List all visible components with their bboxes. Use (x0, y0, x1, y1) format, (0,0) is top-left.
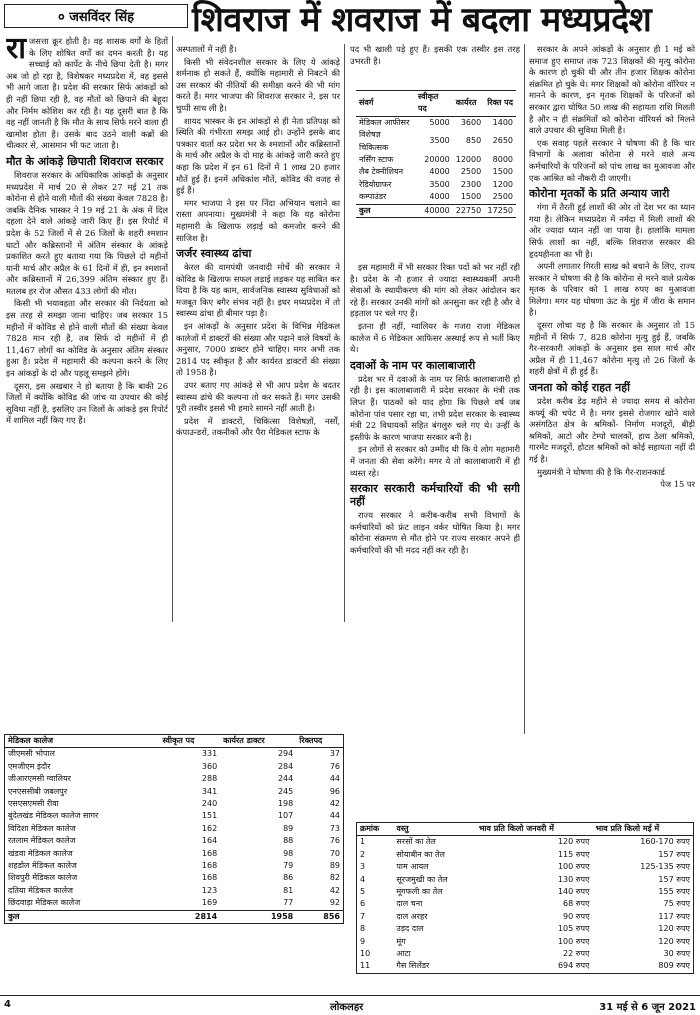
table-cell: 96 (329, 786, 340, 796)
table-cell: 198 (277, 799, 294, 809)
table-cell: 90 रुपए (563, 911, 590, 921)
paragraph: दूसरा लोचा यह है कि सरकार के अनुसार तो 15 महीनों में सिर्फ 7, 828 कोरोना मृत्यु हुई हैं, जबकि गैर-सरकारी आंकड़ों के अनुसार इस साल मार्च और अप्रैल में ही 11,467 कोरोना मृत्यु तो 26 जिलों के शहरी क्षेत्रों में ही हुई हैं। (529, 320, 695, 377)
table-row (357, 960, 694, 973)
table-cell: 244 (277, 774, 294, 784)
table-cell: कुल (8, 911, 20, 921)
table-row (5, 823, 344, 835)
table-cell: उड़द दाल (396, 924, 424, 934)
table-cell: 140 रुपए (557, 887, 590, 897)
byline: ० जसविंदर सिंह (4, 4, 188, 28)
table-row (356, 166, 516, 178)
table-cell: 81 (283, 885, 294, 895)
table-cell: 7 (360, 911, 366, 921)
dropcap: रा (6, 36, 27, 66)
college-table (4, 734, 344, 924)
paragraph: प्रदेश करीब डेढ़ महीने से ज्यादा समय से कोरोना कर्फ्यू की चपेट में है। मगर इससे रोजगार खोने वाले असंगठित क्षेत्र के श्रमिकों- निर्माण मजदूरों, बीड़ी श्रमिकों, आटो और टेम्पो चालकों, हाथ ठेला श्रमिकों, गारमेंट मजदूरों, होटल श्रमिकों को कोई सहायता नहीं दी गई है। (529, 396, 695, 464)
table-header: रिक्त पद (487, 98, 513, 108)
table-row (357, 898, 694, 910)
table-total-row (356, 204, 516, 217)
table-cell: छिंदवाड़ा मेडिकल कालेज (8, 898, 81, 908)
table-cell: 3500 (429, 136, 450, 146)
table-cell: 160-170 रुपए (640, 837, 690, 847)
paragraph: शायद भास्कर के इन आंकड़ों से ही नेता प्रतिपक्ष को स्थिति की गंभीरता समझ आई हो। उन्होंने इसके बाद पत्रकार वार्ता कर प्रदेश भर के श्मशानों और कब्रिस्तानों के मार्च और अप्रैल के दो माह के आंकड़े जारी करते हुए कहा कि प्रदेश में इन 61 दिनों में 1 लाख 20 हजार मौतें हुई हैं। इनमें अधिकांश मौतें, कोविड की वजह से हुई हैं। (176, 115, 340, 196)
table-cell: 1500 (460, 192, 482, 202)
paragraph: इन आंकड़ों के अनुसार प्रदेश के विभिन्न मेडिकल कालेजों में डाक्टरों की संख्या और पढ़ाने वाले विषयों के अनुसार, 7000 डाक्टर होने चाहिए। मगर अभी तक 2814 पद स्वीकृत हैं और कार्यरत डाक्टरों की संख्या तो 1958 है। (176, 321, 340, 378)
table-header: स्वीकृत पद (162, 736, 195, 745)
table-cell: विदिशा मेडिकल कालेज (8, 823, 76, 833)
table-cell: 168 (201, 873, 218, 883)
table-cell: लैब टेक्नीशियन (359, 167, 404, 177)
table-row (5, 872, 344, 884)
table-cell: खंडवा मेडिकल कालेज (8, 848, 73, 858)
table-cell: 92 (329, 898, 340, 908)
table-cell: 30 रुपए (663, 949, 690, 959)
table-cell: 105 रुपए (557, 924, 590, 934)
paragraph: मगर भाजपा ने इस पर निंदा अभियान चलाने का रास्ता अपनाया। मुख्यमंत्री ने कहा कि यह कोरोना महामारी के खिलाफ लड़ाई को कमजोर करने की साजिश है। (176, 197, 340, 243)
table-cell: 20000 (424, 155, 450, 165)
table-header: भाव प्रति किलो जनवरी में (478, 824, 554, 833)
table-row (5, 798, 344, 810)
table-row (356, 129, 516, 154)
table-cell: 107 (277, 811, 294, 821)
table-cell: 1500 (492, 167, 513, 177)
staff-table (356, 90, 516, 218)
subheading: कोरोना मृतकों के प्रति अन्याय जारी (529, 187, 670, 201)
table-cell: 3 (360, 862, 366, 872)
table-cell: 850 (465, 136, 482, 146)
table-cell: गैस सिलेंडर (396, 961, 430, 971)
table-cell: 3600 (460, 117, 482, 127)
table-cell: 2500 (492, 192, 513, 202)
table-row (357, 923, 694, 935)
page-footer (0, 995, 700, 1014)
subheading: जनता को कोई राहत नहीं (529, 381, 630, 395)
table-cell: जीएमसी भोपाल (8, 749, 55, 759)
table-cell: 168 (201, 861, 218, 871)
table-cell: 288 (201, 774, 218, 784)
paragraph: केरल की वामपंथी जनवादी मोर्चे की सरकार ने कोविड के खिलाफ सफल लड़ाई लड़कर यह साबित कर दिया है कि यह काम, सार्वजनिक स्वास्थ्य सुविधाओं को मजबूत किए बगैर संभव नहीं है। इधर मध्यप्रदेश में तो स्वास्थ्य ढांचा ही बीमार पड़ा है। (176, 262, 340, 319)
paragraph: गंगा में तैरती हुई लाशों की ओर तो देश भर का ध्यान गया है। लेकिन मध्यप्रदेश में नर्मदा में मिली लाशों की ओर ज्यादा ध्यान नहीं जा पाया है। हालांकि मामला सिर्फ लाशों का नहीं, बल्कि शिवराज सरकार की हृदयहीनता का भी है। (529, 202, 695, 259)
table-cell: 6 (360, 899, 366, 909)
table-header: कार्यरत डाक्टर (223, 736, 265, 745)
table-cell: 75 रुपए (663, 899, 690, 909)
table-cell: 856 (323, 911, 340, 921)
table-cell: 157 रुपए (658, 849, 690, 859)
table-cell: 73 (329, 823, 340, 833)
table-cell: 44 (329, 774, 340, 784)
table-cell: 284 (277, 761, 294, 771)
table-cell: पाम आयल (396, 862, 429, 872)
table-cell: 294 (277, 749, 294, 759)
table-cell: 10 (360, 949, 371, 959)
column-divider (172, 36, 173, 622)
paragraph: शिवराज सरकार के अधिकारिक आंकड़ों के अनुसार मध्यप्रदेश में मार्च 20 से लेकर 27 मई 21 तक कोरोना से होने वाली मौतों की संख्या केवल 7828 है। जबकि दैनिक भास्कर ने 19 मई 21 के अंक में दिल दहला देने वाले आंकड़े जारी किए हैं। इस रिपोर्ट में प्रदेश के 52 जिलों में से 26 जिलों के शहरी श्मशान घाटों और कब्रिस्तानों में अंतिम संस्कार के आंकड़े प्रकाशित करते हुए बताया गया कि पिछले दो महीनों यानी मार्च और अप्रैल के 61 दिनों में ही, इन श्मशानों और कब्रिस्तानों में 26,399 अंतिम संस्कार हुए हैं। मतलब हर रोज औसत 433 लोगों की मौत। (6, 169, 168, 296)
paragraph: पद भी खाली पड़े हुए हैं। इसकी एक तस्वीर इस तरह उभरती है। (350, 44, 520, 66)
table-header: कार्यरत (455, 98, 477, 108)
table-header: वस्तु (396, 824, 409, 833)
table-row (357, 886, 694, 898)
table-cell: 8000 (492, 155, 513, 165)
table-cell: 70 (329, 848, 340, 858)
table-cell: 1 (360, 837, 366, 847)
table-header: भाव प्रति किलो मई में (595, 824, 660, 833)
column-3-body (350, 262, 520, 622)
table-cell: 123 (201, 885, 218, 895)
page-number: 4 (4, 999, 11, 1010)
table-cell: 331 (201, 749, 218, 759)
paragraph: इन लोगों से सरकार को उम्मीद थी कि ये लोग महामारी में जनता की सेवा करेंगे। मगर ये तो कालाबाजारी में ही व्यस्त रहे। (350, 444, 520, 478)
table-cell: आटा (396, 949, 411, 959)
table-header: रिक्तपद (299, 736, 323, 745)
table-cell: कुल (359, 205, 371, 215)
table-row (357, 948, 694, 960)
paragraph: प्रदेश में डाक्टरों, चिकित्सा विशेषज्ञों, नर्सों, कंपाउन्डरों, तकनीकों और पैरा मेडिकल स्टाफ के (176, 415, 340, 438)
paragraph: इतना ही नहीं, ग्वालियर के गजरा राजा मेडिकल कालेज में 6 मेडिकल आफिसर अस्थाई रूप से भर्ती किए थे। (350, 320, 520, 355)
table-header: क्रमांक (360, 824, 380, 833)
table-cell: 240 (201, 799, 218, 809)
paragraph: मुख्यमंत्री ने घोषणा की है कि गैर-राशनकार्ड (537, 466, 665, 477)
table-header: मेडिकल कालेज (8, 736, 54, 745)
paragraph: जसत्ता क्रूर होती है। वह शासक वर्गों के हितों के लिए शोषित वर्गों का दमन करती है। यह सच्चाई को कार्पेट के नीचे छिपा देती है। मगर अब जो हो रहा है, विशेषकर मध्यप्रदेश में, वह इससे भी आगे जाता है। प्रदेश की सरकार सिर्फ आंकड़ों को ही नहीं छिपा रही है, वह मौतों को छिपाने की बेहूदा और निर्मम कोशिश कर रही है। यह दूसरी बात है कि वह नहीं जानती है कि मौत के साथ सिर्फ मरने वाला ही खामोश होता है। उसके बाद उठने वाली कब्रों की चीत्कार से, आसमान भी फट जाता है। (6, 36, 168, 151)
table-cell: 9 (360, 936, 366, 946)
table-cell: 86 (283, 873, 294, 883)
table-cell: 77 (283, 898, 294, 908)
table-cell: 341 (201, 786, 218, 796)
table-cell: सोयाबीन का तेल (396, 849, 445, 859)
column-2 (176, 44, 340, 622)
table-cell: रतलाम मेडिकल कालेज (8, 836, 76, 846)
column-1 (6, 36, 168, 622)
table-cell: 37 (329, 749, 340, 759)
table-cell: रेडियोग्राफर (359, 179, 392, 189)
paragraph: अपनी लगातार गिरती साख को बचाने के लिए, राज्य सरकार ने घोषणा की है कि कोरोना से मरने वाले प्रत्येक मृतक के परिवार को 1 लाख रुपए का मुआवजा मिलेगा। मगर यह घोषणा ऊंट के मुंह में जीरा के समान है। (529, 261, 695, 318)
table-cell: 155 रुपए (658, 887, 690, 897)
table-row (5, 810, 344, 822)
table-cell: कम्पाउंडर (359, 192, 387, 202)
headline: शिवराज में शवराज में बदला मध्यप्रदेश (192, 0, 652, 40)
table-cell: 125-135 रुपए (640, 862, 690, 872)
table-cell: एनएससीबी जबलपुर (8, 786, 68, 796)
table-cell: 17250 (487, 205, 513, 215)
table-header-row (357, 823, 694, 836)
table-cell: 1400 (492, 117, 513, 127)
table-cell: 98 (283, 848, 294, 858)
table-row (5, 848, 344, 860)
table-cell: दतिया मेडिकल कालेज (8, 885, 73, 895)
table-cell: बुंदेलखंड मेडिकल कालेज सागर (8, 811, 99, 821)
table-cell: 8 (360, 924, 366, 934)
table-header-row (356, 91, 516, 117)
table-cell: 5000 (429, 117, 450, 127)
table-cell: 40000 (424, 205, 450, 215)
table-cell: मूंग (396, 936, 406, 946)
table-cell: 42 (329, 885, 340, 895)
table-row (5, 786, 344, 798)
table-cell: 5 (360, 887, 366, 897)
column-divider (524, 44, 525, 734)
table-cell: जीआरएमसी ग्वालियर (8, 774, 71, 784)
table-row (357, 911, 694, 923)
issue-date: 31 मई से 6 जून 2021 (599, 1002, 696, 1013)
table-cell: 2650 (492, 136, 513, 146)
table-row (5, 835, 344, 847)
column-divider (344, 44, 345, 622)
table-row (357, 874, 694, 886)
table-row (356, 116, 516, 129)
table-cell: 82 (329, 873, 340, 883)
table-cell: 2500 (460, 167, 482, 177)
table-cell: 694 रुपए (557, 961, 590, 971)
paragraph: दूसरा, इस अखबार ने हो बताया है कि बाकी 26 जिलों में क्योंकि कोविड की जांच या उपचार की कोई सुविधा नहीं है, इसलिए उन जिलों के आंकड़े इस रिपोर्ट में शामिल नहीं किए गए हैं। (6, 380, 168, 426)
table-cell: 11 (360, 961, 371, 971)
table-total-row (5, 910, 344, 923)
table-cell: एमजीएम इंदौर (8, 761, 51, 771)
table-row (357, 849, 694, 861)
table-cell: एसएसएमसी रीवा (8, 799, 59, 809)
table-cell: शहडोल मेडिकल कालेज (8, 861, 77, 871)
table-cell: 120 रुपए (658, 936, 690, 946)
table-cell: 151 (201, 811, 218, 821)
table-cell: 360 (201, 761, 218, 771)
column-4 (529, 44, 695, 734)
table-cell: 68 रुपए (563, 899, 590, 909)
paragraph: उपर बताए गए आंकड़े से भी आप प्रदेश के बदतर स्वास्थ्य ढांचे की कल्पना तो कर सकते हैं। मगर उसकी पूरी तस्वीर इससे भी हमारे सामने नहीं आती है। (176, 380, 340, 414)
continued-label: पेज 15 पर (660, 479, 695, 490)
table-cell: 44 (329, 811, 340, 821)
subheading: दवाओं के नाम पर कालाबाजारी (350, 358, 476, 372)
paragraph: प्रदेश भर में दवाओं के नाम पर सिर्फ कालाबाजारी हो रही है। इस कालाबाजारी में प्रदेश सरकार के मंत्री तक लिप्त हैं। पाठकों को याद होगा कि पिछले वर्ष जब कोरोना पांव पसार रहा था, तभी प्रदेश सरकार के स्वास्थ्य मंत्री 22 विधायकों सहित बंगलुरु चले गए थे। उन्हीं के इस्तीफे के कारण भाजपा सरकार बनी है। (350, 373, 520, 442)
subheading: जर्जर स्वास्थ्य ढांचा (176, 247, 252, 261)
table-cell: 120 रुपए (557, 837, 590, 847)
table-cell: 169 (201, 898, 218, 908)
table-cell: 1200 (492, 179, 513, 189)
paragraph: किसी भी भयावहता और सरकार की निर्दयता को इस तरह से समझा जाना चाहिए। जब सरकार 15 महीनों में कोविड से होने वाली मौतों की संख्या केवल 7828 मान रही है, तब सिर्फ दो महीनों में ही 11,467 लोगों का कोविड के अनुसार अंतिम संस्कार हुआ है। प्रदेश में महामारी की कल्पना करने के लिए इन आंकड़ों के दो और पहलू समझने होंगे। (6, 298, 168, 379)
table-header: संवर्ग (359, 98, 374, 108)
column-3 (350, 44, 520, 70)
paragraph: इस महामारी में भी सरकार रिक्त पदों को भर नहीं रही है। प्रदेश के नौ हजार से ज्यादा स्वास्थ्यकर्मी अपनी सेवाओं के स्थायीकरण की मांग को लेकर आंदोलन कर रहे हैं। सरकार उनकी मांगों को अनसुना कर रही है और वे हड़ताल पर चले गए हैं। (350, 262, 520, 319)
table-cell: 4000 (429, 192, 450, 202)
table-cell: 22750 (455, 205, 482, 215)
table-cell: 76 (329, 761, 340, 771)
paragraph: एक सवाह पहले सरकार ने घोषणा की है कि चार विभागों के अलावा कोरोना से मरने वाले अन्य कर्मचारियों के परिजनों को पांच लाख का मुआवजा और एक आश्रित को नौकरी दी जाएगी। (529, 137, 695, 183)
table-row (5, 773, 344, 785)
paragraph: अस्पतालों में नहीं हैं। (176, 44, 237, 54)
table-cell: सूरजमुखी का तेल (396, 874, 448, 884)
table-cell: 157 रुपए (658, 874, 690, 884)
newspaper-name: लोकलहर (330, 1002, 364, 1013)
table-cell: विशेषज्ञ चिकित्सक (359, 130, 389, 152)
table-cell: 162 (201, 823, 218, 833)
table-row (356, 154, 516, 166)
table-cell: 4 (360, 874, 366, 884)
paragraph: राज्य सरकार ने करीब-करीब सभी विभागों के कर्मचारियों को फ्रंट लाइन वर्कर घोषित किया है। मगर कोरोना संक्रमण से मौत होने पर राज्य सरकार अपने ही कर्मचारियों की भी मदद नहीं कर रही है। (350, 510, 520, 555)
table-cell: शिवपुरी मेडिकल कालेज (8, 873, 78, 883)
table-row (357, 836, 694, 849)
table-cell: 2814 (194, 911, 218, 921)
table-row (357, 861, 694, 873)
table-cell: दाल चना (396, 899, 423, 909)
table-cell: 88 (283, 836, 294, 846)
table-row (5, 897, 344, 910)
table-row (5, 748, 344, 761)
table-cell: 4000 (429, 167, 450, 177)
table-row (5, 885, 344, 897)
table-cell: 2 (360, 849, 366, 859)
table-cell: 168 (201, 848, 218, 858)
table-cell: 1958 (270, 911, 294, 921)
table-row (357, 936, 694, 948)
table-row (356, 191, 516, 204)
table-row (5, 860, 344, 872)
table-cell: मूंगफली का तेल (396, 887, 443, 897)
table-cell: 809 रुपए (658, 961, 690, 971)
table-cell: नर्सिंग स्टाफ (359, 155, 394, 165)
table-cell: 164 (201, 836, 218, 846)
subheading: सरकार सरकारी कर्मचारियों की भी सगी नहीं (350, 482, 520, 509)
table-cell: 130 रुपए (557, 874, 590, 884)
table-cell: 89 (283, 823, 294, 833)
table-row (5, 761, 344, 773)
table-cell: दाल अरहर (396, 911, 428, 921)
table-header-row (5, 735, 344, 748)
table-cell: 79 (283, 861, 294, 871)
table-cell: 245 (277, 786, 294, 796)
subheading: मौत के आंकड़े छिपाती शिवराज सरकार (6, 154, 164, 168)
paragraph: किसी भी संवेदनशील सरकार के लिए ये आंकड़े शर्मनाक हो सकते हैं, क्योंकि महामारी से निबटने की उस सरकार की नीतियों की समीक्षा करने की भी मांग करते हैं। मगर भाजपा की शिवराज सरकार ने, इस पर चुप्पी साध ली है। (176, 56, 340, 113)
table-cell: 22 रुपए (563, 949, 590, 959)
table-header: स्वीकृत पद (417, 92, 439, 114)
table-cell: 76 (329, 836, 340, 846)
paragraph: सरकार के अपने आंकड़ों के अनुसार ही 1 मई को समाज हुए समाप्त तक 723 शिक्षकों की मृत्यु कोरोना के कारण हो चुकी थी और तीन हजार शिक्षक कोरोना संक्रमित हो चुके थे। मगर शिक्षकों को कोरोना वॉरियर न मानने के कारण, इन मृतक शिक्षकों के परिजनों को सरकार द्वारा घोषित 50 लाख की सहायता राशि मिलती है और न ही संक्रमितों को कोरोना वॉरियर्स को मिलने वाले उपचार की सुविधा मिली है। (529, 44, 695, 136)
table-cell: 12000 (455, 155, 482, 165)
table-cell: 100 रुपए (557, 862, 590, 872)
table-cell: सरसों का तेल (396, 837, 436, 847)
table-cell: 3500 (429, 179, 450, 189)
table-cell: 2300 (460, 179, 482, 189)
table-cell: 117 रुपए (658, 911, 690, 921)
table-cell: मेडिकल आफीसर (359, 117, 410, 127)
table-row (356, 179, 516, 191)
price-table (356, 822, 694, 974)
table-cell: 89 (329, 861, 340, 871)
table-cell: 120 रुपए (658, 924, 690, 934)
table-cell: 42 (329, 799, 340, 809)
table-cell: 100 रुपए (557, 936, 590, 946)
table-cell: 115 रुपए (557, 849, 590, 859)
